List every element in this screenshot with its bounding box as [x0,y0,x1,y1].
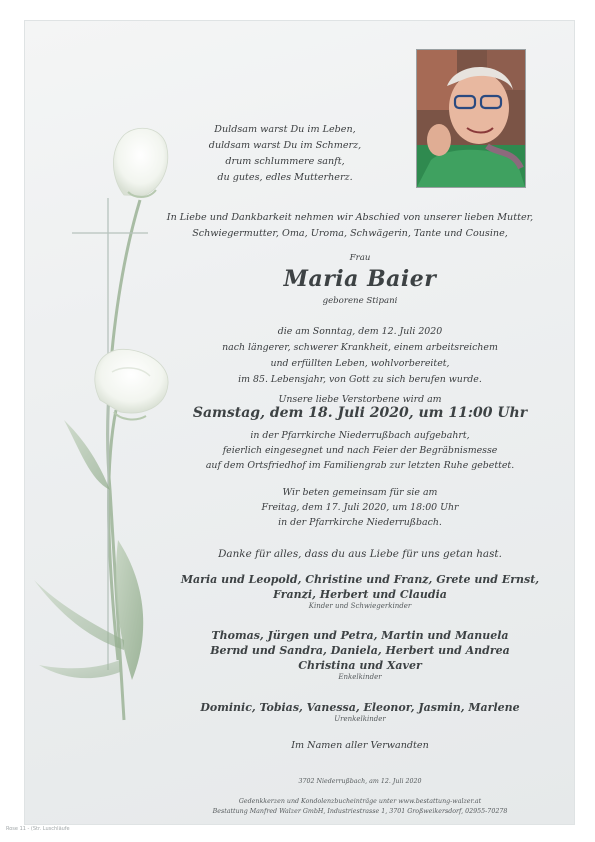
funeral-details [170,428,550,473]
footer-line: Bestattung Manfred Walzer GmbH, Industriestrasse 1, 3701 Großweikersdorf, 02955-70278 [212,808,508,815]
family-names: Christina und Xaver [298,659,422,672]
family-names: Thomas, Jürgen und Petra, Martin und Manuela [211,629,509,642]
relation-label: Enkelkinder [338,673,382,681]
salutation: Frau [349,253,371,263]
grandchildren-block [150,628,570,681]
intro-line: Schwiegermutter, Oma, Uroma, Schwägerin, Tante und Cousine, [192,228,508,239]
relation-label: Kinder und Schwiegerkinder [308,602,412,610]
closing-line: Im Namen aller Verwandten [291,740,429,751]
family-names: Bernd und Sandra, Daniela, Herbert und Andrea [210,644,510,657]
funeral-intro: Unsere liebe Verstorbene wird am [278,394,442,405]
children-block [150,572,570,610]
intro-line: In Liebe und Dankbarkeit nehmen wir Abschied von unserer lieben Mutter, [166,212,534,223]
death-notice-line: im 85. Lebensjahr, von Gott zu sich berufen wurde. [238,374,482,385]
intro-text [140,210,560,242]
thanks-line: Danke für alles, dass du aus Liebe für uns getan hast. [218,548,502,560]
death-notice [170,324,550,388]
poem-line: drum schlummere sanft, [225,156,345,167]
prayer-line: Wir beten gemeinsam für sie am [282,487,438,498]
great-grandchildren-block [150,700,570,723]
poem-line: duldsam warst Du im Schmerz, [208,140,362,151]
prayer-line: in der Pfarrkirche Niederrußbach. [278,517,442,528]
place-date: 3702 Niederrußbach, am 12. Juli 2020 [298,778,422,785]
poem-line: Duldsam warst Du im Leben, [214,124,356,135]
tiny-note: Rose 11 - (Str. Luschläufe [6,826,70,832]
funeral-details-line: auf dem Ortsfriedhof im Familiengrab zur letzten Ruhe gebettet. [205,460,515,471]
relation-label: Urenkelkinder [334,715,386,723]
funeral-details-line: in der Pfarrkirche Niederrußbach aufgebahrt, [250,430,470,441]
portrait-photo [416,49,526,188]
family-names: Franzi, Herbert und Claudia [273,588,447,601]
death-notice-line: die am Sonntag, dem 12. Juli 2020 [277,326,443,337]
footer [170,797,550,817]
poem-line: du gutes, edles Mutterherz. [217,172,353,183]
family-names: Dominic, Tobias, Vanessa, Eleonor, Jasmin, Marlene [200,701,520,714]
prayer-notice [170,485,550,530]
poem [160,122,410,186]
funeral-date: Samstag, dem 18. Juli 2020, um 11:00 Uhr [192,405,528,421]
death-notice-line: und erfüllten Leben, wohlvorbereitet, [270,358,450,369]
funeral-details-line: feierlich eingesegnet und nach Feier der Begräbnismesse [222,445,498,456]
family-names: Maria und Leopold, Christine und Franz, Grete und Ernst, [180,573,540,586]
birth-name: geborene Stipani [322,296,398,306]
footer-line: Gedenkkerzen und Kondolenzbucheinträge unter www.bestattung-walzer.at [238,798,482,805]
deceased-name: Maria Baier [283,266,437,292]
prayer-line: Freitag, dem 17. Juli 2020, um 18:00 Uhr [261,502,459,513]
death-notice-line: nach längerer, schwerer Krankheit, einem arbeitsreichem [222,342,498,353]
